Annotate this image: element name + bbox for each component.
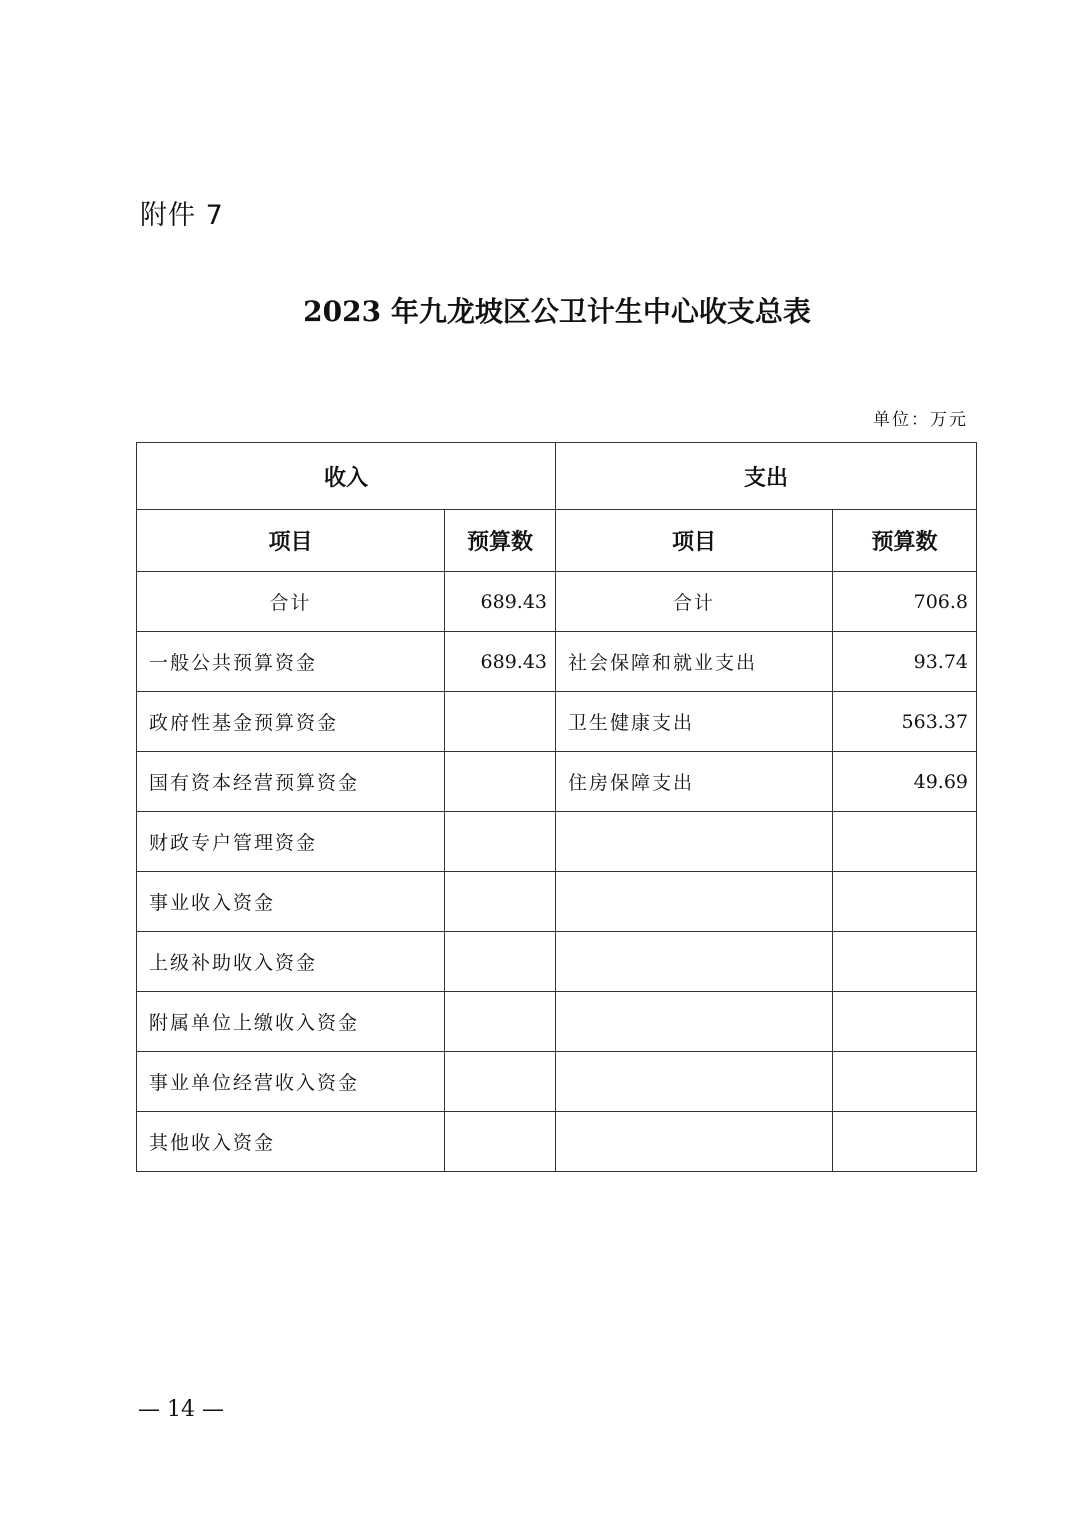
expense-header: 支出 — [556, 443, 977, 510]
income-item: 财政专户管理资金 — [137, 812, 445, 872]
expense-value: 93.74 — [833, 632, 977, 692]
table-row — [137, 632, 977, 692]
income-item: 政府性基金预算资金 — [137, 692, 445, 752]
income-value: 689.43 — [445, 632, 556, 692]
income-value — [445, 1112, 556, 1172]
income-value — [445, 992, 556, 1052]
table-row — [137, 812, 977, 872]
income-item: 国有资本经营预算资金 — [137, 752, 445, 812]
total-row — [137, 572, 977, 632]
section-header-row — [137, 443, 977, 510]
income-value — [445, 812, 556, 872]
expense-value — [833, 1052, 977, 1112]
table-row — [137, 1112, 977, 1172]
income-value — [445, 752, 556, 812]
expense-value — [833, 992, 977, 1052]
income-total-value: 689.43 — [445, 572, 556, 632]
expense-value — [833, 932, 977, 992]
expense-value — [833, 812, 977, 872]
income-budget-column-header: 预算数 — [445, 510, 556, 572]
table-row — [137, 752, 977, 812]
income-item: 一般公共预算资金 — [137, 632, 445, 692]
expense-budget-column-header: 预算数 — [833, 510, 977, 572]
table-row — [137, 872, 977, 932]
page-number: — 14 — — [138, 1397, 224, 1422]
expense-item: 卫生健康支出 — [556, 692, 833, 752]
expense-item — [556, 1112, 833, 1172]
income-item: 事业单位经营收入资金 — [137, 1052, 445, 1112]
income-item-column-header: 项目 — [137, 510, 445, 572]
income-value — [445, 932, 556, 992]
table-row — [137, 992, 977, 1052]
expense-item — [556, 812, 833, 872]
expense-item — [556, 932, 833, 992]
attachment-label: 附件 7 — [140, 200, 224, 231]
budget-table — [136, 442, 977, 1172]
income-header: 收入 — [137, 443, 556, 510]
expense-item — [556, 1052, 833, 1112]
table-row — [137, 692, 977, 752]
table-row — [137, 932, 977, 992]
expense-item: 社会保障和就业支出 — [556, 632, 833, 692]
column-header-row — [137, 510, 977, 572]
expense-value — [833, 872, 977, 932]
document-title: 2023 年九龙坡区公卫计生中心收支总表 — [303, 295, 811, 328]
income-item: 其他收入资金 — [137, 1112, 445, 1172]
expense-item — [556, 872, 833, 932]
expense-total-label: 合计 — [556, 572, 833, 632]
income-item: 上级补助收入资金 — [137, 932, 445, 992]
expense-item — [556, 992, 833, 1052]
income-item: 事业收入资金 — [137, 872, 445, 932]
expense-total-value: 706.8 — [833, 572, 977, 632]
expense-item: 住房保障支出 — [556, 752, 833, 812]
unit-label: 单位：万元 — [873, 410, 968, 430]
income-value — [445, 1052, 556, 1112]
expense-value: 563.37 — [833, 692, 977, 752]
expense-value: 49.69 — [833, 752, 977, 812]
budget-table-body — [137, 443, 977, 1172]
expense-item-column-header: 项目 — [556, 510, 833, 572]
expense-value — [833, 1112, 977, 1172]
income-value — [445, 872, 556, 932]
income-total-label: 合计 — [137, 572, 445, 632]
income-value — [445, 692, 556, 752]
table-row — [137, 1052, 977, 1112]
income-item: 附属单位上缴收入资金 — [137, 992, 445, 1052]
